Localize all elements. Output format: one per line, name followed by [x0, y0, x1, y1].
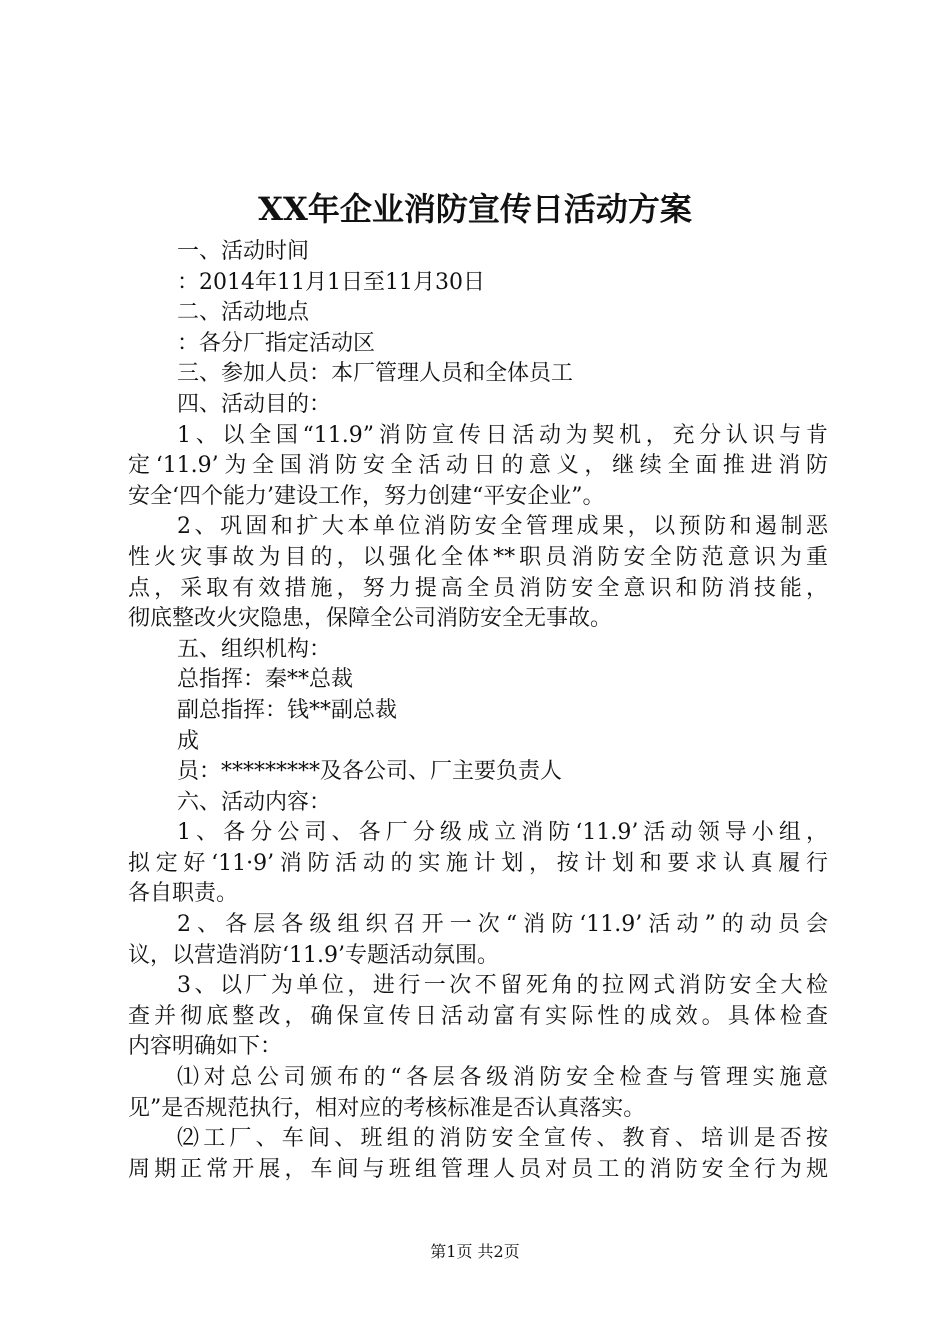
section-heading-purpose: 四、活动目的： — [177, 391, 332, 417]
paragraph-line: 点，采取有效措施，努力提高全员消防安全意识和防消技能， — [128, 575, 828, 601]
paragraph-line: 查并彻底整改，确保宣传日活动富有实际性的成效。具体检查 — [128, 1003, 828, 1029]
paragraph-line: 1、以全国“11.9”消防宣传日活动为契机，充分认识与肯 — [177, 422, 828, 448]
page-footer: 第1页 共2页 — [430, 1242, 520, 1261]
document-body — [128, 237, 828, 1185]
paragraph-line: 性火灾事故为目的，以强化全体**职员消防安全防范意识为重 — [128, 544, 828, 570]
section-heading-organization: 五、组织机构： — [177, 636, 332, 662]
section-heading-location: 二、活动地点 — [177, 300, 310, 326]
paragraph-line: 内容明确如下： — [128, 1034, 283, 1060]
commander-line: 总指挥：秦**总裁 — [177, 667, 354, 693]
section-heading-time: 一、活动时间 — [177, 239, 310, 264]
deputy-commander-line: 副总指挥：钱**副总裁 — [177, 697, 398, 723]
paragraph-line: 1、各分公司、各厂分级成立消防‘11.9’活动领导小组， — [177, 820, 828, 846]
paragraph-line: 2、巩固和扩大本单位消防安全管理成果，以预防和遏制恶 — [177, 514, 828, 540]
paragraph-line: 2、各层各级组织召开一次“消防‘11.9’活动”的动员会 — [177, 912, 828, 938]
participants-line: 三、参加人员：本厂管理人员和全体员工 — [177, 361, 574, 387]
members-label-line: 成 — [177, 728, 200, 754]
paragraph-line: 议，以营造消防‘11.9’专题活动氛围。 — [128, 942, 499, 968]
location-value: ：各分厂指定活动区 — [177, 330, 376, 356]
members-value-line: 员：*********及各公司、厂主要负责人 — [177, 759, 563, 785]
paragraph-line: 安全‘四个能力’建设工作，努力创建“平安企业”。 — [128, 483, 605, 509]
document-title: XX年企业消防宣传日活动方案 — [258, 190, 692, 228]
paragraph-line: 拟定好‘11·9’消防活动的实施计划，按计划和要求认真履行 — [128, 850, 828, 876]
paragraph-line: 周期正常开展，车间与班组管理人员对员工的消防安全行为规 — [128, 1156, 828, 1182]
paragraph-line: 各自职责。 — [128, 881, 239, 907]
time-value: ：2014年11月1日至11月30日 — [177, 269, 485, 295]
paragraph-line: 定‘11.9’为全国消防安全活动日的意义，继续全面推进消防 — [128, 453, 828, 479]
paragraph-line: ⑴对总公司颁布的“各层各级消防安全检查与管理实施意 — [177, 1065, 828, 1091]
paragraph-line: 见”是否规范执行，相对应的考核标准是否认真落实。 — [128, 1095, 646, 1121]
paragraph-line: 彻底整改火灾隐患，保障全公司消防安全无事故。 — [128, 606, 613, 632]
section-heading-content: 六、活动内容： — [177, 789, 332, 815]
paragraph-line: ⑵工厂、车间、班组的消防安全宣传、教育、培训是否按 — [177, 1126, 828, 1152]
paragraph-line: 3、以厂为单位，进行一次不留死角的拉网式消防安全大检 — [177, 973, 828, 999]
